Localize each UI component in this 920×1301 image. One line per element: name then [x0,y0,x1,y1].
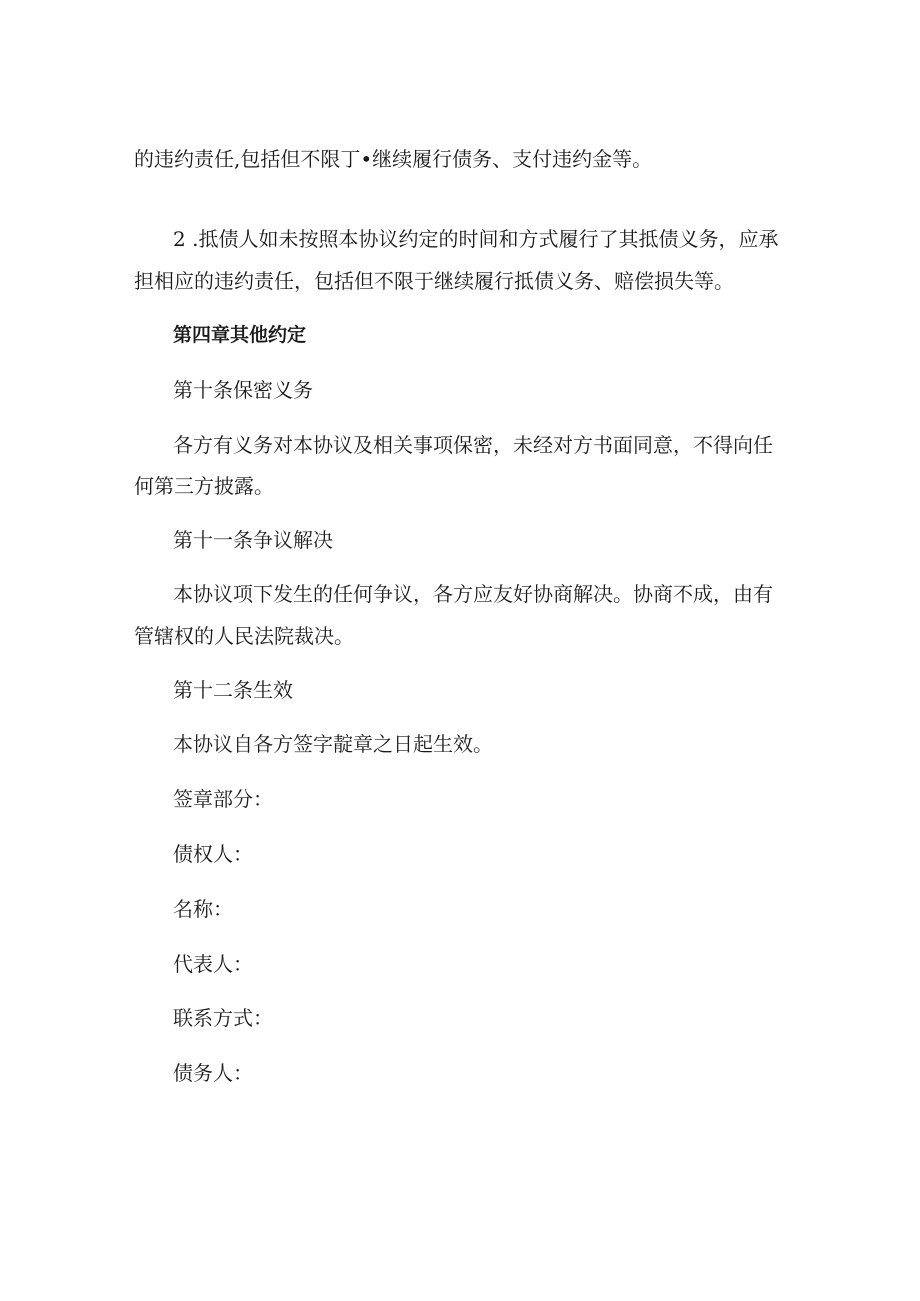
creditor-label: 债权人： [173,842,253,866]
paragraph-line: 本协议项下发生的任何争议，各方应友好协商解决。协商不成，由有 [173,582,773,606]
paragraph-line: 管辖权的人民法院裁决。 [134,624,354,648]
chapter-heading: 第四章其他约定 [173,324,307,346]
article-title: 第十二条生效 [173,678,293,702]
representative-label: 代表人： [173,952,253,976]
article-title: 第十条保密义务 [173,378,313,402]
paragraph-line: 担相应的违约责任，包括但不限于继续履行抵债义务、赔偿损失等。 [134,269,734,293]
paragraph-line: 的违约责任,包括但不限丁•继续履行债务、支付违约金等。 [134,147,653,171]
paragraph-line: 2 .抵债人如未按照本协议约定的时间和方式履行了其抵债义务，应承 [173,227,779,251]
name-label: 名称： [173,897,233,921]
debtor-label: 债务人： [173,1061,253,1085]
signature-section-label: 签章部分： [173,787,273,811]
paragraph-line: 各方有义务对本协议及相关事项保密，未经对方书面同意，不得向任 [173,433,773,457]
paragraph-line: 本协议自各方签字靛章之日起生效。 [173,732,493,756]
article-title: 第十一条争议解决 [173,528,333,552]
paragraph-line: 何第三方披露。 [134,474,274,498]
contact-label: 联系方式： [173,1006,273,1030]
